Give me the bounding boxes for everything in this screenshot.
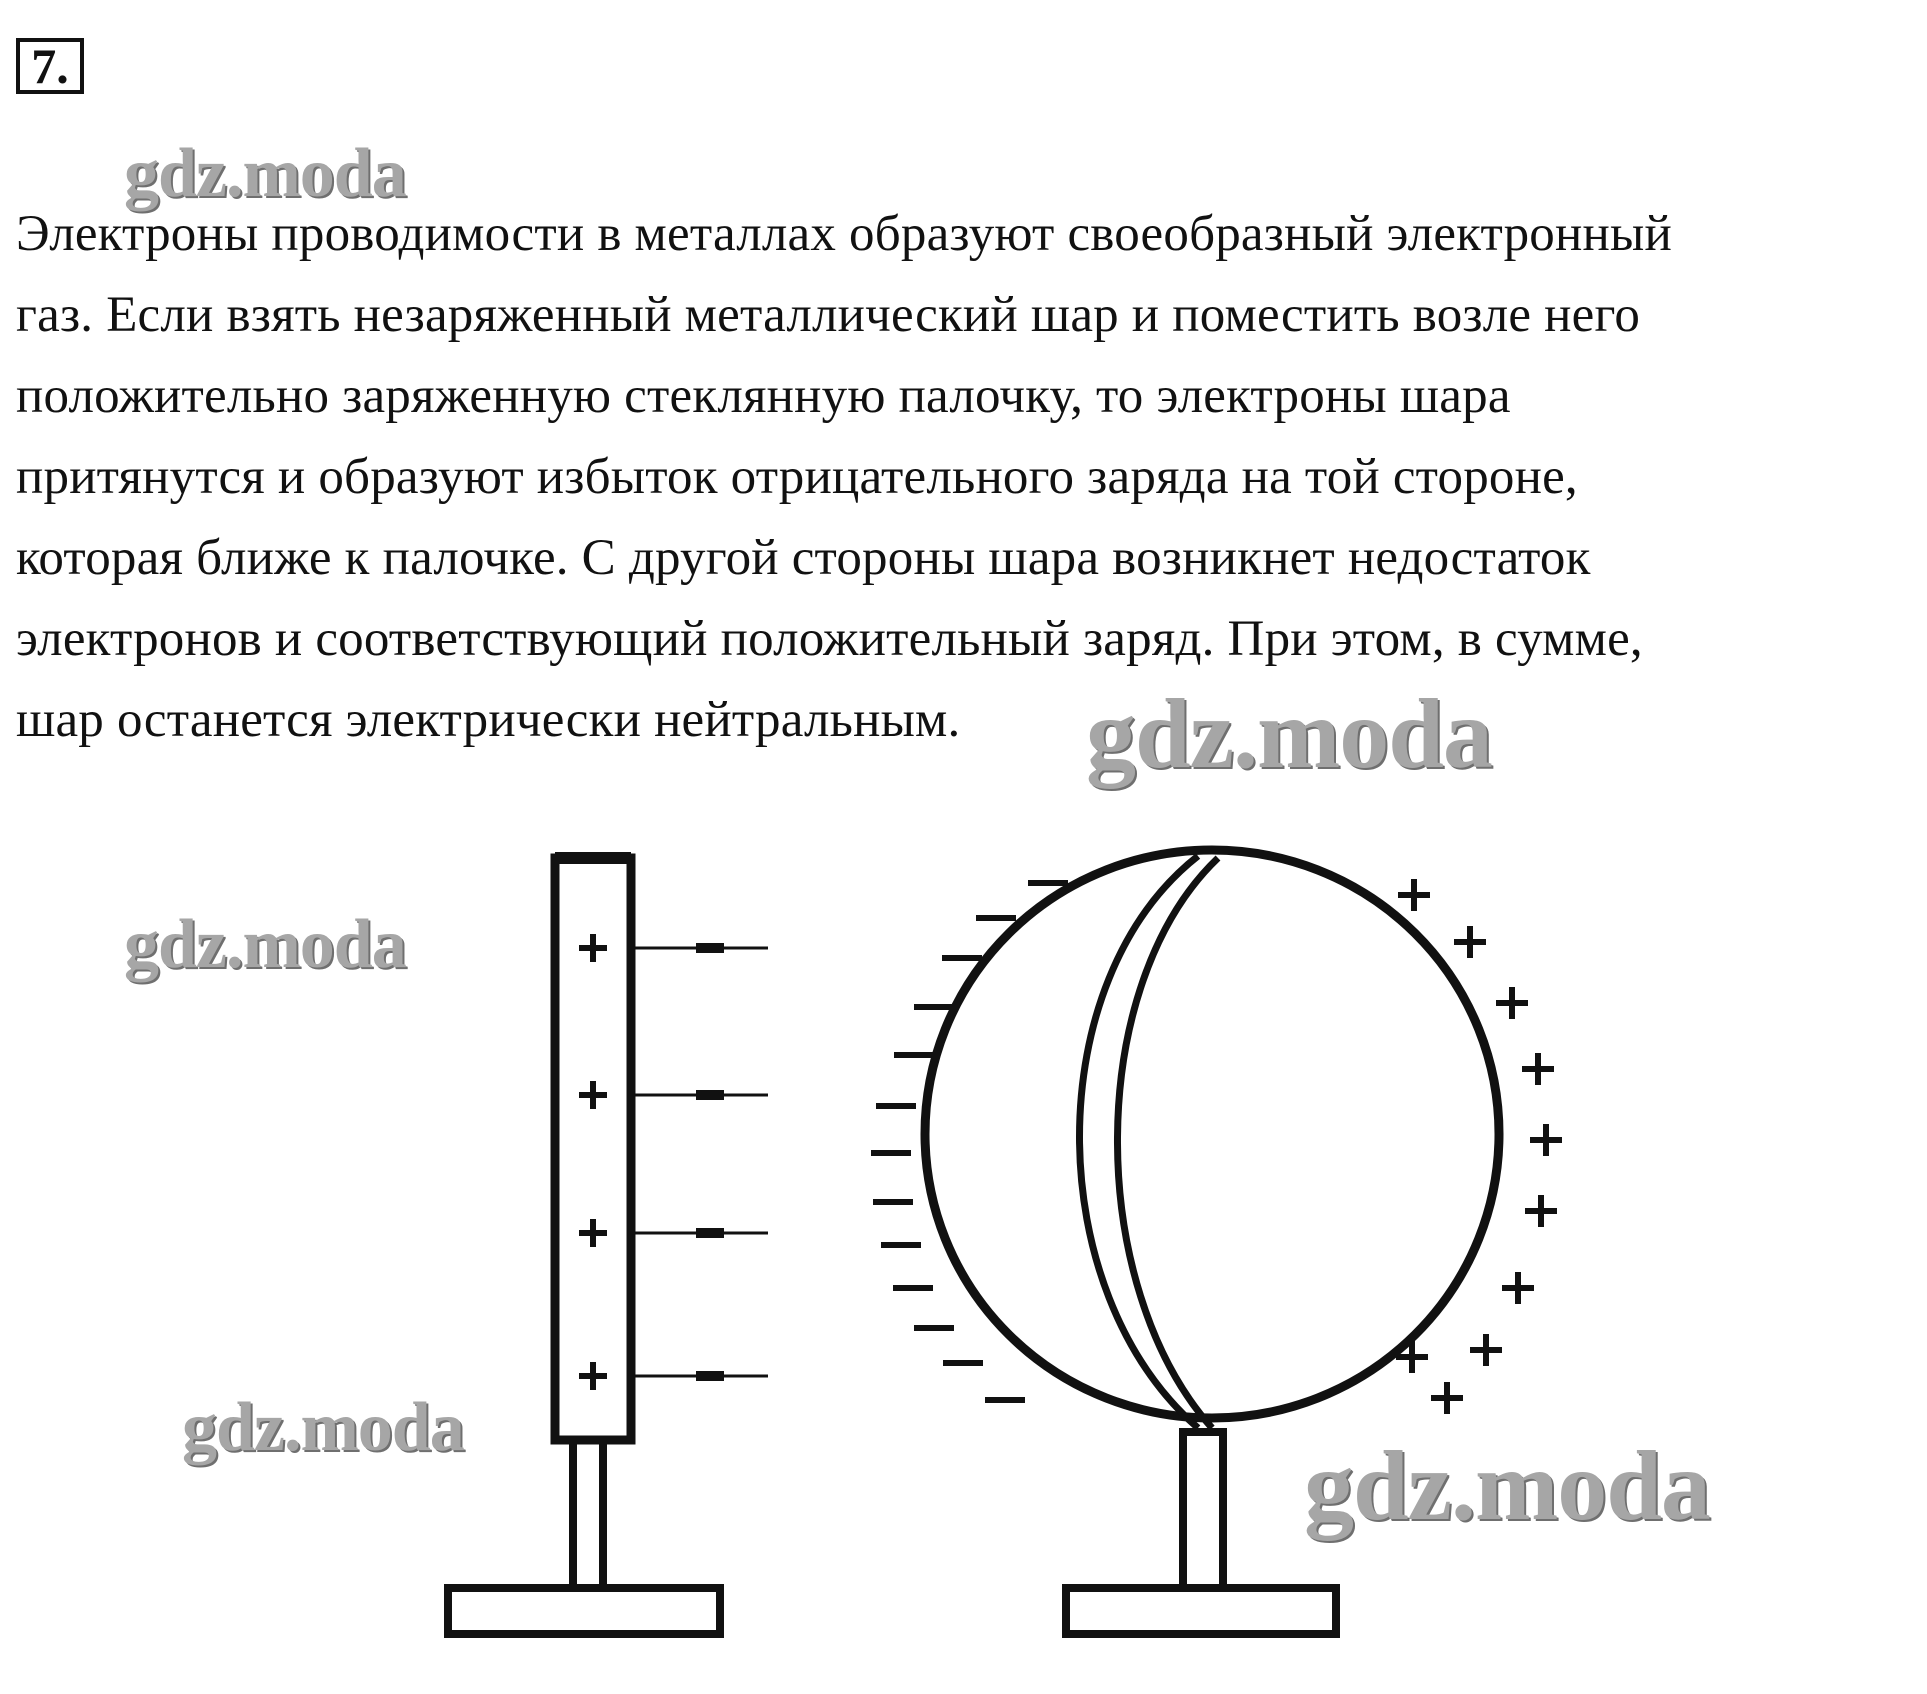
- watermark: gdz.moda: [124, 135, 406, 212]
- sphere-stand-pole: [1183, 1432, 1223, 1588]
- plus-sign: [1431, 1382, 1463, 1414]
- paragraph-line: шар останется электрически нейтральным.: [16, 692, 961, 748]
- paragraph-line: притянутся и образуют избыток отрицательного заряда на той стороне,: [16, 449, 1578, 505]
- rod-charges: [579, 934, 607, 1390]
- plus-sign: [579, 1362, 607, 1390]
- arrow-mark: [696, 1228, 724, 1238]
- field-line: [631, 1090, 768, 1100]
- plus-sign: [1398, 879, 1430, 911]
- plus-sign: [1496, 987, 1528, 1019]
- rod-stand-pole: [573, 1440, 603, 1588]
- plus-sign: [579, 1081, 607, 1109]
- watermark: gdz.moda: [1086, 678, 1492, 789]
- field-line: [631, 1371, 768, 1381]
- plus-sign: [1470, 1334, 1502, 1366]
- paragraph-line: газ. Если взять незаряженный металлический шар и поместить возле него: [16, 287, 1641, 343]
- watermark: gdz.moda: [1304, 1430, 1710, 1541]
- sphere-meridian-outer: [1080, 856, 1199, 1428]
- arrow-mark: [696, 1090, 724, 1100]
- sphere-stand-base: [1066, 1588, 1336, 1634]
- watermark: gdz.moda: [182, 1389, 464, 1466]
- plus-sign: [1525, 1195, 1557, 1227]
- field-line: [631, 1228, 768, 1238]
- watermark: gdz.moda: [124, 906, 406, 983]
- paragraph-line: Электроны проводимости в металлах образуют своеобразный электронный: [16, 206, 1672, 262]
- arrow-mark: [696, 1371, 724, 1381]
- field-line: [631, 943, 768, 953]
- plus-sign: [579, 1219, 607, 1247]
- plus-sign: [1530, 1124, 1562, 1156]
- rod-stand-base: [448, 1588, 720, 1634]
- paragraph-line: электронов и соответствующий положительный заряд. При этом, в сумме,: [16, 611, 1643, 667]
- paragraph-line: которая ближе к палочке. С другой стороны шара возникнет недостаток: [16, 530, 1591, 586]
- arrow-mark: [696, 943, 724, 953]
- paragraph-line: положительно заряженную стеклянную палочку, то электроны шара: [16, 368, 1511, 424]
- task-number: 7.: [16, 38, 84, 94]
- plus-sign: [579, 934, 607, 962]
- sphere-negative-charges: [871, 883, 1068, 1400]
- field-lines: [631, 943, 768, 1381]
- sphere-outline: [925, 850, 1499, 1418]
- charged-rod: [448, 858, 720, 1634]
- plus-sign: [1502, 1272, 1534, 1304]
- plus-sign: [1522, 1053, 1554, 1085]
- plus-sign: [1454, 926, 1486, 958]
